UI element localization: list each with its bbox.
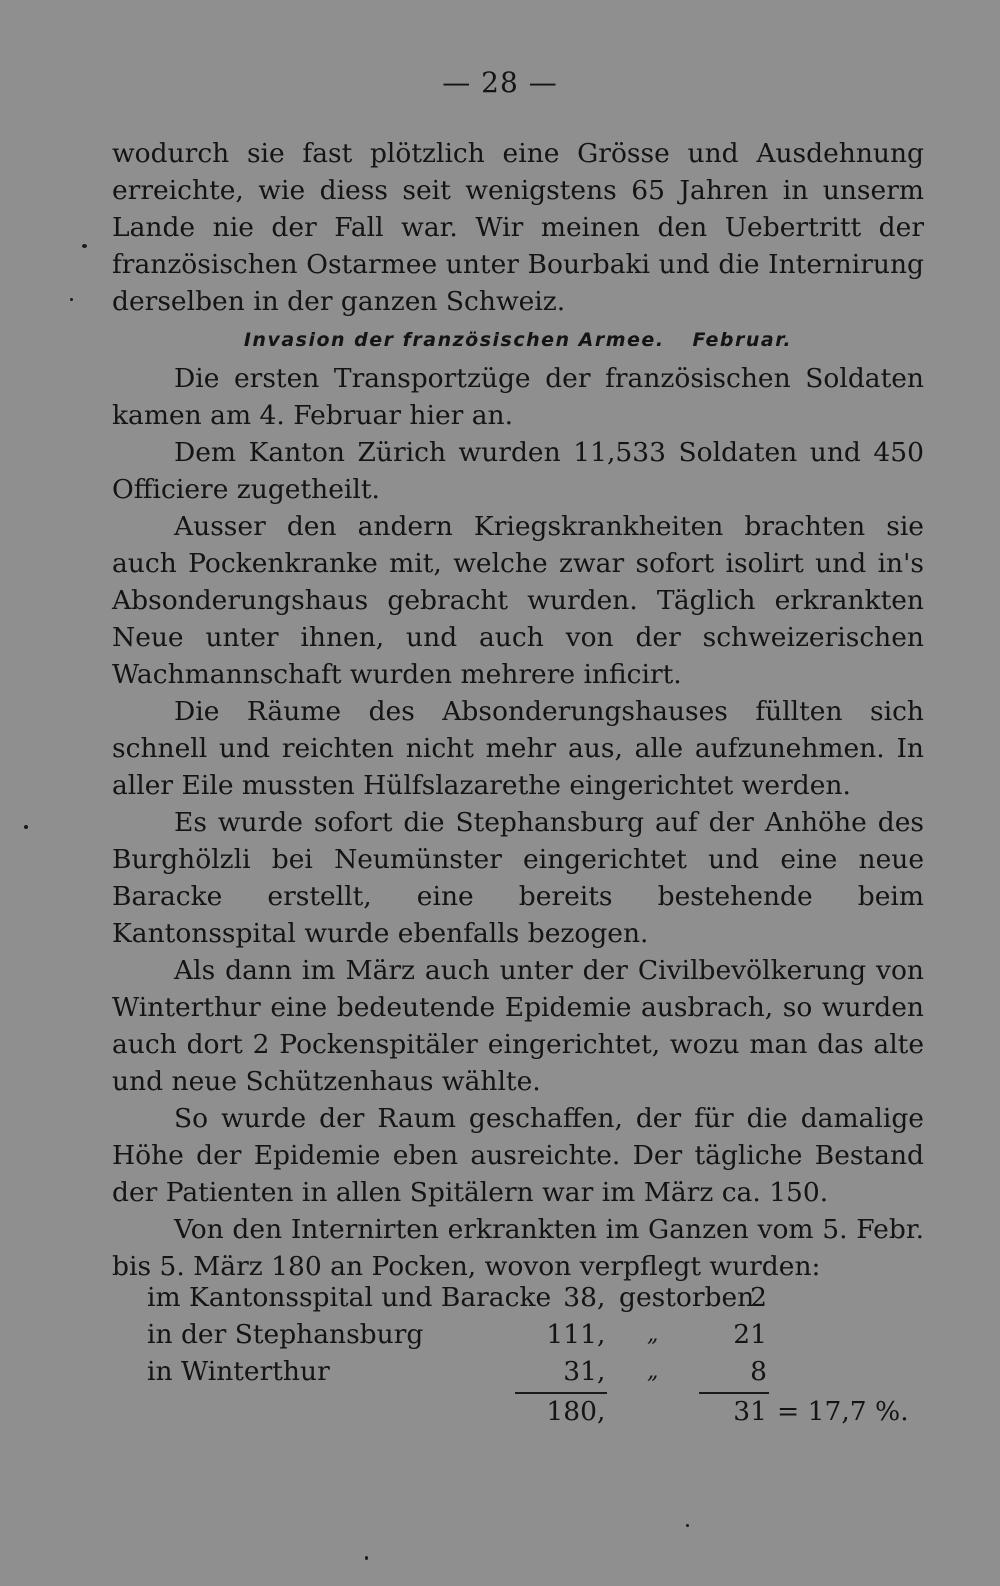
total-count: 180 (546, 1396, 597, 1427)
tally-dead: 8 (750, 1356, 767, 1387)
tally-row (147, 1353, 937, 1390)
paragraph-smallpox: Ausser den andern Kriegskrankheiten brachten sie auch Pockenkranke mit, welche zwar sofort isolirt und in's Absonderungshaus gebracht wurden. Täglich erkrankten Neue unter ihnen, und auch von der schweizerischen Wachmannschaft wurden mehrere inficirt. (112, 511, 924, 690)
paragraph-capacity: So wurde der Raum geschaffen, der für die damalige Höhe der Epidemie eben ausreichte. Der tägliche Bestand der Patienten in allen Spitälern war im März ca. 150. (112, 1103, 924, 1208)
scan-speck (24, 825, 28, 829)
tally-count: 31 (563, 1356, 597, 1387)
total-dead: 31 (733, 1396, 767, 1427)
paragraph-intro: wodurch sie fast plötzlich eine Grösse und Ausdehnung erreichte, wie diess seit wenigstens 65 Jahren in unserm Lande nie der Fall war. Wir meinen den Uebertritt der französischen Ostarmee unter Bourbaki und die Internirung derselben in der ganzen Schweiz. (112, 138, 924, 317)
tally-place: in Winterthur (147, 1356, 330, 1387)
tally-ditto-mark: „ (647, 1359, 659, 1384)
tally-row (147, 1279, 937, 1316)
mortality-rate: = 17,7 %. (777, 1396, 909, 1427)
tally-count: 111 (546, 1319, 597, 1350)
tally-dead: 2 (750, 1282, 767, 1313)
tally-comma: , (597, 1282, 606, 1313)
tally-ditto-mark: „ (647, 1322, 659, 1347)
case-tally (147, 1279, 937, 1433)
scan-speck (82, 244, 87, 248)
scan-speck (365, 1556, 368, 1560)
page-number: — 28 — (442, 66, 558, 99)
paragraph-totals-intro: Von den Internirten erkrankten im Ganzen vom 5. Febr. bis 5. März 180 an Pocken, wovon verpflegt wurden: (112, 1214, 924, 1282)
paragraph-isolation: Die Räume des Absonderungshauses füllten sich schnell und reichten nicht mehr aus, alle aufzunehmen. In aller Eile mussten Hülfslazarethe eingerichtet werden. (112, 696, 924, 801)
paragraph-arrival: Die ersten Transportzüge der französischen Soldaten kamen am 4. Februar hier an. (112, 363, 924, 431)
section-heading-title: Invasion der französischen Armee. (243, 329, 665, 351)
scan-speck (70, 298, 73, 301)
paragraph-winterthur: Als dann im März auch unter der Civilbevölkerung von Winterthur eine bedeutende Epidemie ausbrach, so wurden auch dort 2 Pockenspitäler eingerichtet, wozu man das alte und neue Schützenhaus wählte. (112, 955, 924, 1097)
tally-dead: 21 (733, 1319, 767, 1350)
tally-total-row (147, 1393, 937, 1433)
section-heading-month: Februar. (692, 329, 793, 351)
section-heading (112, 320, 924, 360)
total-comma: , (597, 1396, 606, 1427)
tally-place: im Kantonsspital und Baracke (147, 1282, 552, 1313)
tally-comma: , (597, 1356, 606, 1387)
tally-comma: , (597, 1319, 606, 1350)
paragraph-allocation: Dem Kanton Zürich wurden 11,533 Soldaten und 450 Officiere zugetheilt. (112, 437, 924, 505)
tally-died-label: gestorben (619, 1282, 755, 1313)
tally-count: 38 (563, 1282, 597, 1313)
body-text (112, 135, 924, 1285)
scan-speck (686, 1524, 689, 1527)
tally-place: in der Stephansburg (147, 1319, 424, 1350)
tally-row (147, 1316, 937, 1353)
paragraph-stephansburg: Es wurde sofort die Stephansburg auf der Anhöhe des Burghölzli bei Neumünster eingerichtet und eine neue Baracke erstellt, eine bereits bestehende beim Kantonsspital wurde ebenfalls bezogen. (112, 807, 924, 949)
